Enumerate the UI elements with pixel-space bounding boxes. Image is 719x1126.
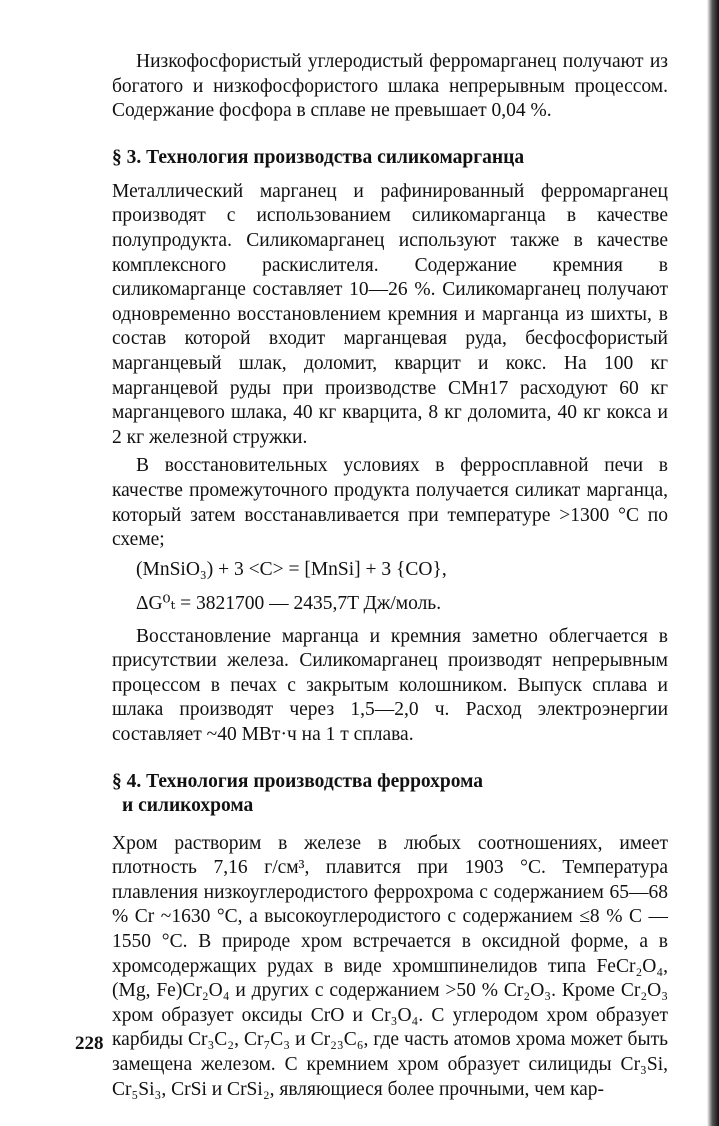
- paragraph-iron-effect: Восстановление марганца и кремния заметно облегчается в присутствии железа. Силикомарганец производят непрерывным процессом в печах с закрытым колошником. Выпуск сплава и шлака производят через 1,5—2,0 ч. Расход электроэнергии составляет ~40 МВт·ч на 1 т сплава.: [112, 625, 668, 746]
- scan-edge: [707, 0, 719, 1126]
- section-heading-4-line1: § 4. Технология производства феррохрома: [112, 770, 484, 792]
- section-heading-4-line2: и силикохрома: [122, 794, 254, 816]
- section-heading-3: § 3. Технология производства силикомарганца: [112, 146, 525, 168]
- paragraph-silicomanganese: Металлический марганец и рафинированный ферромарганец производят с использованием силикомарганца в качестве полупродукта. Силикомарганец используют также в качестве комплексного раскислителя. Содержание кремния в силикомарганце составляет 10—26 %. Силикомарганец получают одновременно восстановлением кремния и марганца из шихты, в состав которой входит марганцевая руда, бесфосфористый марганцевый шлак, доломит, кварцит и кокс. На 100 кг марганцевой руды при производстве СМн17 расходуют 60 кг марганцевого шлака, 40 кг кварцита, 8 кг доломита, 40 кг кокса и 2 кг железной стружки.: [112, 180, 668, 448]
- page-number: 228: [75, 1033, 104, 1054]
- text-column: [112, 50, 668, 1102]
- paragraph-ferromanganese: Низкофосфористый углеродистый ферромарганец получают из богатого и низкофосфористого шлака непрерывным процессом. Содержание фосфора в сплаве не превышает 0,04 %.: [112, 51, 668, 122]
- paragraph-chromium: Хром растворим в железе в любых соотношениях, имеет плотность 7,16 г/см³, плавится при 1903 °С. Температура плавления низкоуглеродистого феррохрома с содержанием 65—68 % Cr ~1630 °С, а высокоуглеродистого с содержанием ≤8 % С — 1550 °С. В природе хром встречается в оксидной форме, а в хромсодержащих рудах в виде хромшпинелидов типа FeCr₂O₄, (Mg, Fe)Cr₂O₄ и других с содержанием >50 % Cr₂O₃. Кроме Cr₂O₃ хром образует оксиды CrO и Cr₃O₄. С углеродом хром образует карбиды Cr₃C₂, Cr₇C₃ и Cr₂₃C₆, где часть атомов хрома может быть замещена железом. С кремнием хром образует силициды Cr₃Si, Cr₅Si₃, CrSi и CrSi₂, являющиеся более прочными, чем кар-: [112, 832, 668, 1100]
- paragraph-reduction: В восстановительных условиях в ферросплавной печи в качестве промежуточного продукта получается силикат марганца, который затем восстанавливается при температуре >1300 °С по схеме;: [112, 455, 668, 551]
- formula-gibbs: ΔG⁰ₜ = 3821700 — 2435,7T Дж/моль.: [136, 592, 442, 614]
- formula-reaction: (MnSiO₃) + 3 <C> = [MnSi] + 3 {CO},: [136, 558, 447, 580]
